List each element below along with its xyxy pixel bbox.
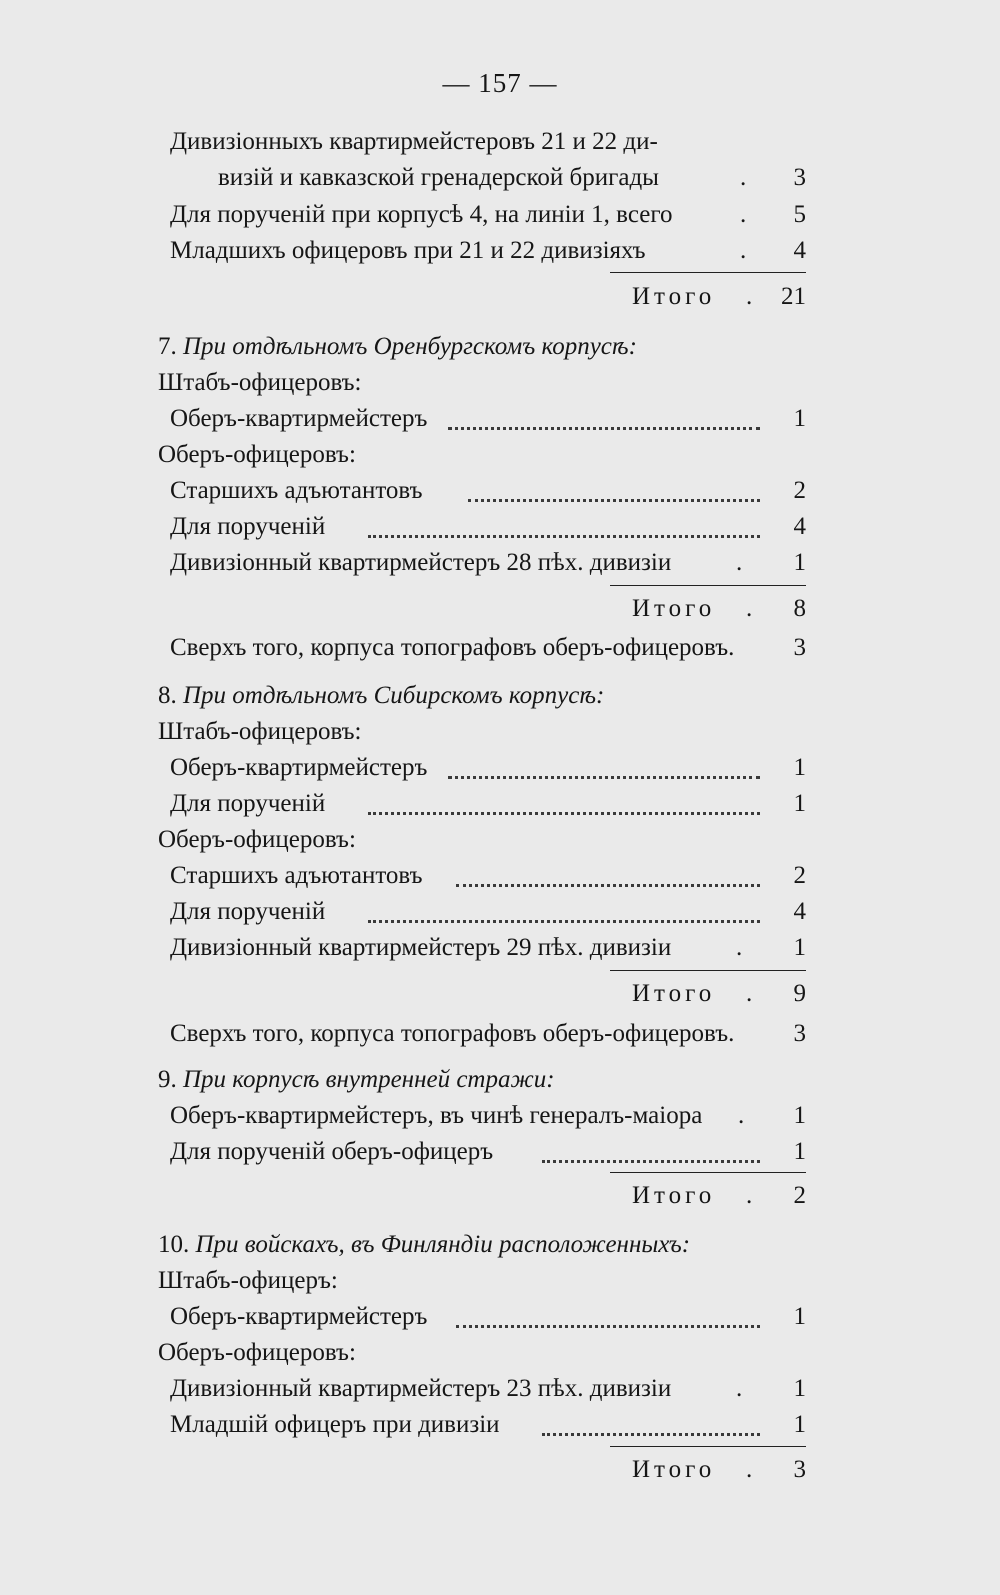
line-text: Оберъ-квартирмейстеръ: [170, 405, 428, 432]
dot: .: [738, 1102, 745, 1129]
dot: .: [740, 237, 747, 264]
line-value: 1: [793, 1411, 806, 1438]
line-text: Младшихъ офицеровъ при 21 и 22 дивизіяхъ: [170, 237, 646, 264]
line: [170, 509, 806, 545]
line-text: Сверхъ того, корпуса топографовъ оберъ-офицеровъ.: [170, 1020, 735, 1047]
line-value: 2: [793, 477, 806, 504]
dot: .: [746, 980, 757, 1007]
line-value: 1: [793, 754, 806, 781]
leader-dots: [468, 463, 760, 502]
sum-rule: [610, 1172, 806, 1173]
line-text: Оберъ-квартирмейстеръ: [170, 1303, 428, 1330]
line-text: Дивизіонный квартирмейстеръ 28 пѣх. дивизіи: [170, 549, 672, 576]
line: [170, 124, 800, 160]
line: [170, 1407, 806, 1443]
total-value: 21: [781, 283, 806, 310]
line-text: Для порученій: [170, 790, 326, 817]
section-title: При корпусѣ внутренней стражи:: [183, 1066, 555, 1093]
line-value: 1: [793, 1375, 806, 1402]
total-label: Итого: [632, 595, 716, 622]
line-value: 1: [793, 405, 806, 432]
subheading: Штабъ-офицеровъ:: [158, 369, 362, 396]
leader-dots: [456, 1289, 760, 1328]
section-number: 9.: [158, 1066, 177, 1093]
dot: .: [736, 934, 743, 961]
dot: .: [746, 283, 757, 310]
leader-dots: [368, 884, 760, 923]
dot: .: [746, 1182, 757, 1209]
subheading: Штабъ-офицеровъ:: [158, 718, 362, 745]
line-value: 3: [793, 1020, 806, 1047]
line-text: Для порученій: [170, 898, 326, 925]
line-value: 5: [793, 201, 806, 228]
line-text: Дивизіонный квартирмейстеръ 23 пѣх. дивизіи: [170, 1375, 672, 1402]
line-text: Старшихъ адъютантовъ: [170, 862, 423, 889]
total-value: 2: [793, 1182, 806, 1209]
line-value: 4: [793, 898, 806, 925]
total-value: 8: [793, 595, 806, 622]
section-number: 10.: [158, 1231, 190, 1258]
section-number: 8.: [158, 682, 177, 709]
line: [218, 160, 806, 196]
line: [170, 1016, 806, 1052]
leader-dots: [448, 740, 760, 779]
line: [170, 630, 806, 666]
section-heading: [158, 1062, 555, 1098]
dot: .: [740, 201, 747, 228]
line: [170, 197, 806, 233]
line: [170, 545, 806, 581]
subheading: Оберъ-офицеровъ:: [158, 826, 356, 853]
dot: .: [736, 1375, 743, 1402]
line-text: Для порученій при корпусѣ 4, на линіи 1, всего: [170, 201, 673, 228]
section-title: При войскахъ, въ Финляндіи расположенныхъ:: [195, 1231, 691, 1258]
leader-dots: [542, 1124, 760, 1163]
line-value: 1: [793, 1303, 806, 1330]
sum-rule: [610, 585, 806, 586]
line: [170, 1134, 806, 1170]
subheading: Оберъ-офицеровъ:: [158, 441, 356, 468]
line-text: Дивизіонныхъ квартирмейстеровъ 21 и 22 ди-: [170, 128, 658, 155]
line: [170, 233, 806, 269]
total-value: 3: [793, 1456, 806, 1483]
line-value: 1: [793, 790, 806, 817]
line-value: 1: [793, 1102, 806, 1129]
total-label: Итого: [632, 980, 716, 1007]
section-title: При отдѣльномъ Сибирскомъ корпусѣ:: [183, 682, 605, 709]
section-title: При отдѣльномъ Оренбургскомъ корпусѣ:: [183, 333, 637, 360]
leader-dots: [368, 499, 760, 538]
leader-dots: [542, 1397, 760, 1436]
line: [170, 894, 806, 930]
line: [170, 1299, 806, 1335]
leader-dots: [368, 776, 760, 815]
subheading: Штабъ-офицеръ:: [158, 1267, 338, 1294]
line-value: 1: [793, 1138, 806, 1165]
total-label: Итого: [632, 1182, 716, 1209]
section-heading: [158, 678, 604, 714]
line-text: Оберъ-квартирмейстеръ: [170, 754, 428, 781]
dot: .: [746, 1456, 757, 1483]
line-text: визій и кавказской гренадерской бригады: [218, 164, 659, 191]
line-text: Сверхъ того, корпуса топографовъ оберъ-офицеровъ.: [170, 634, 735, 661]
line-text: Дивизіонный квартирмейстеръ 29 пѣх. дивизіи: [170, 934, 672, 961]
line-text: Для порученій: [170, 513, 326, 540]
line-text: Старшихъ адъютантовъ: [170, 477, 423, 504]
section-number: 7.: [158, 333, 177, 360]
line-value: 1: [793, 934, 806, 961]
subheading: Оберъ-офицеровъ:: [158, 1339, 356, 1366]
section-heading: [158, 1227, 690, 1263]
page-number: — 157 —: [442, 68, 558, 98]
leader-dots: [448, 391, 760, 430]
line-value: 2: [793, 862, 806, 889]
section-heading: [158, 329, 637, 365]
leader-dots: [456, 848, 760, 887]
sum-rule: [610, 970, 806, 971]
line-text: Оберъ-квартирмейстеръ, въ чинѣ генералъ-маіора: [170, 1102, 703, 1129]
sum-rule: [610, 272, 806, 273]
line-value: 3: [793, 164, 806, 191]
line: [170, 930, 806, 966]
line-text: Младшій офицеръ при дивизіи: [170, 1411, 500, 1438]
line-value: 4: [793, 513, 806, 540]
line-text: Для порученій оберъ-офицеръ: [170, 1138, 494, 1165]
sum-rule: [610, 1446, 806, 1447]
dot: .: [736, 549, 743, 576]
dot: .: [746, 595, 757, 622]
line: [170, 401, 806, 437]
dot: .: [740, 164, 747, 191]
line-value: 3: [793, 634, 806, 661]
line: [170, 786, 806, 822]
line-value: 1: [793, 549, 806, 576]
total-label: Итого: [632, 1456, 716, 1483]
total-value: 9: [793, 980, 806, 1007]
total-label: Итого: [632, 283, 716, 310]
line-value: 4: [793, 237, 806, 264]
